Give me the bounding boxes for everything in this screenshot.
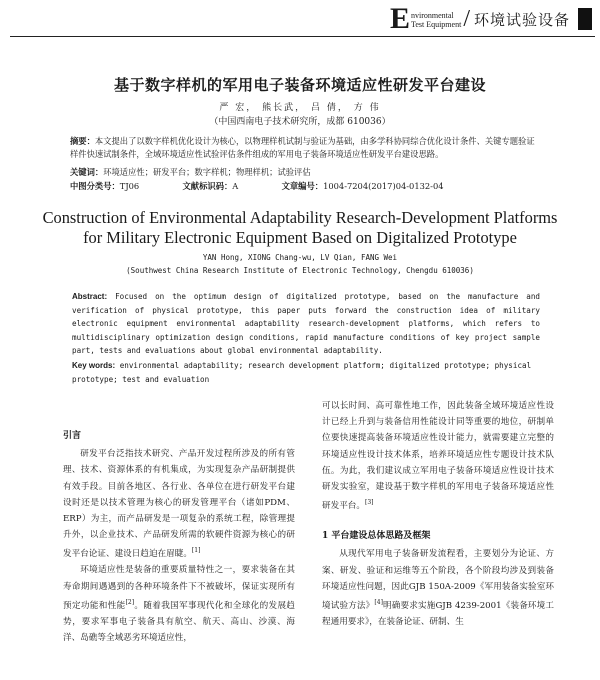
- article-id-label: 文章编号：: [281, 181, 324, 191]
- ref-4: [4]: [374, 599, 383, 607]
- intro-paragraph-2: [63, 562, 295, 646]
- intro-p1-text: 研发平台泛指技术研究、产品开发过程所涉及的所有管理、技术、资源体系的有机集成，为实现复杂产品研制提供有效手段。目前各地区、各行业、各单位在进行研发平台建设时还是以技术管理为核心的研发管理平台（诸如PDM、ERP）为主，而产品研发是一项复杂的系统工程，除管理提升外，以企业技术、产品研发所需的软硬件资源为核心的研发平台论证、建设日趋迫在眉睫。: [63, 449, 295, 560]
- keywords-en: [72, 359, 540, 386]
- abstract-en-label: Abstract:: [72, 292, 108, 301]
- title-en: [0, 208, 600, 248]
- abstract-en: [72, 290, 540, 358]
- ref-1: [1]: [191, 547, 201, 555]
- intro-paragraph-1: [63, 446, 295, 562]
- doc-code-value: A: [232, 181, 239, 191]
- abstract-cn-label: 摘要：: [70, 136, 95, 146]
- journal-name: [411, 11, 461, 29]
- clc-value: TJ06: [119, 181, 140, 191]
- title-en-line2: for Military Electronic Equipment Based on Digitalized Prototype: [83, 228, 517, 247]
- authors-cn: 严 宏， 熊长武， 吕 倩， 方 伟: [219, 103, 381, 113]
- abstract-cn-text: 本文提出了以数字样机优化设计为核心，以物理样机试制与验证为基础，由多学科协同综合优化设计条件、关键专题验证样件快速试制条件，全域环境适应性试验评估条件组成的军用电子装备环境适应性研发平台建设思路。: [70, 136, 535, 159]
- header-rule: [10, 36, 595, 37]
- title-en-line1: Construction of Environmental Adaptability Research-Development Platforms: [42, 208, 558, 227]
- journal-block-mark: [578, 8, 592, 30]
- keywords-en-text: environmental adaptability; research development platform; digitalized prototype; physical prototype; test and evaluation: [72, 361, 532, 384]
- keywords-cn: [70, 166, 540, 178]
- journal-name-line2: Test Equipment: [410, 20, 462, 29]
- journal-name-line1: nvironmental: [410, 11, 454, 20]
- right-paragraph-1: [322, 398, 554, 514]
- ref-3: [3]: [364, 499, 374, 507]
- ref-2: [2]: [125, 598, 135, 606]
- section-1-heading: 1 平台建设总体思路及框架: [322, 531, 431, 542]
- affiliation-cn: （中国西南电子技术研究所，成都 610036）: [209, 117, 391, 127]
- sec1-p1b-text: 明确要求实施GJB 4239-2001《装备环境工程通用要求》，在装备论证、研制、生: [322, 600, 554, 628]
- intro-p2-text: 环境适应性是装备的重要质量特性之一，要求装备在其寿命期间遇遇到的各种环境条件下不被破坏，保证实现所有预定功能和性能: [63, 565, 295, 611]
- section-1-paragraph: [322, 546, 554, 630]
- title-cn: 基于数字样机的军用电子装备环境适应性研发平台建设: [113, 76, 486, 94]
- intro-p2b-text: 。随着我国军事现代化和全球化的发展趋势，要求军事电子装备具有航空、航天、高山、沙漠、海洋、岛礁等全域恶劣环境适应性，: [63, 600, 295, 644]
- abstract-cn: [70, 135, 540, 160]
- intro-heading: 引言: [63, 431, 82, 441]
- keywords-en-label: Key words:: [72, 361, 116, 370]
- journal-slash: /: [463, 5, 470, 32]
- affiliation-en: (Southwest China Research Institute of Electronic Technology, Chengdu 610036): [126, 266, 474, 275]
- abstract-en-text: Focused on the optimum design of digitalized prototype, based on the manufacture and verification of physical prototype, this paper puts forward the construction idea of military electronic equipment environmental adaptability research-development platforms, which refers to multidisciplinary optimization design conditions, rapid manufacture conditions of key project sample part, tests and evaluations about global environmental adaptability.: [72, 292, 540, 356]
- body-column-right: [322, 398, 554, 630]
- body-column-left: [63, 428, 295, 646]
- keywords-cn-label: 关键词：: [70, 167, 104, 177]
- keywords-cn-text: 环境适应性；研发平台；数字样机；物理样机；试验评估: [103, 167, 311, 177]
- right-p1-text: 可以长时间、高可靠性地工作，因此装备全域环境适应性设计已经上升到与装备信用性能设计同等重要的地位，研制单位要快速提高装备环境适应性设计能力，就需要建立完整的环境适应性设计技术体系，培养环境适应性专题设计技术队伍。为此，我们建议成立军用电子装备环境适应性设计技术研发实验室，建设基于数字样机的军用电子装备环境适应性研发平台。: [322, 401, 554, 512]
- doc-code-label: 文献标识码：: [182, 181, 233, 191]
- article-meta-cn: [70, 180, 540, 192]
- article-id-value: 1004-7204(2017)04-0132-04: [323, 181, 444, 191]
- journal-initial: E: [389, 2, 410, 35]
- clc-label: 中图分类号：: [70, 181, 120, 191]
- journal-header: [390, 4, 592, 34]
- sec1-p1-text: 从现代军用电子装备研发流程看，主要划分为论证、方案、研发、验证和运维等五个阶段，各个阶段均涉及到装备环境适应性问题，因此GJB 150A-2009《军用装备实验室环境试验方法》: [322, 549, 554, 611]
- journal-section: 环境试验设备: [473, 10, 570, 29]
- authors-en: YAN Hong, XIONG Chang-wu, LV Qian, FANG Wei: [202, 253, 398, 262]
